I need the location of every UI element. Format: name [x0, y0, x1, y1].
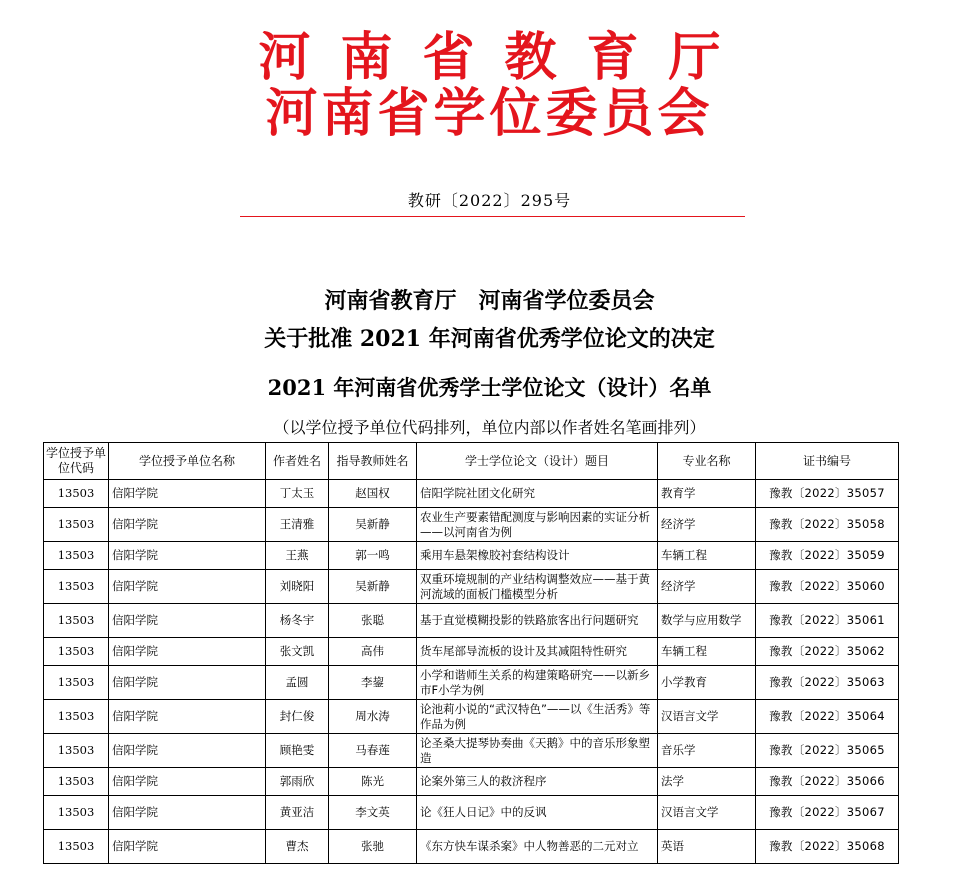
- cell-unit: 信阳学院: [109, 570, 266, 604]
- cell-thesis: 论池莉小说的“武汉特色”——以《生活秀》等作品为例: [417, 700, 658, 734]
- cell-cert: 豫教〔2022〕35067: [756, 796, 899, 830]
- cell-advisor: 张聪: [329, 604, 417, 638]
- cell-code: 13503: [44, 570, 109, 604]
- cell-major: 音乐学: [658, 734, 756, 768]
- cell-author: 曹杰: [266, 830, 329, 864]
- cell-unit: 信阳学院: [109, 700, 266, 734]
- table-row: [44, 830, 899, 864]
- table-row: [44, 638, 899, 666]
- table-row: [44, 542, 899, 570]
- cell-cert: 豫教〔2022〕35058: [756, 508, 899, 542]
- cell-unit: 信阳学院: [109, 508, 266, 542]
- cell-advisor: 张驰: [329, 830, 417, 864]
- cell-code: 13503: [44, 700, 109, 734]
- cell-advisor: 李鋆: [329, 666, 417, 700]
- cell-cert: 豫教〔2022〕35065: [756, 734, 899, 768]
- award-list-table: [43, 442, 899, 864]
- decision-title-line-1: 河南省教育厅 河南省学位委员会: [324, 288, 655, 314]
- cell-unit: 信阳学院: [109, 604, 266, 638]
- cell-unit: 信阳学院: [109, 796, 266, 830]
- cell-code: 13503: [44, 768, 109, 796]
- cell-code: 13503: [44, 796, 109, 830]
- cell-code: 13503: [44, 734, 109, 768]
- decision-title-line-2: 关于批准 2021 年河南省优秀学位论文的决定: [264, 326, 715, 352]
- cell-advisor: 高伟: [329, 638, 417, 666]
- cell-advisor: 马春莲: [329, 734, 417, 768]
- cell-thesis: 基于直觉模糊投影的铁路旅客出行问题研究: [417, 604, 658, 638]
- cell-author: 孟圆: [266, 666, 329, 700]
- cell-unit: 信阳学院: [109, 638, 266, 666]
- table-row: [44, 768, 899, 796]
- cell-code: 13503: [44, 666, 109, 700]
- issuer-line-1: 河南省教育厅: [258, 27, 751, 88]
- cell-author: 张文凯: [266, 638, 329, 666]
- cell-cert: 豫教〔2022〕35066: [756, 768, 899, 796]
- table-row: [44, 700, 899, 734]
- cell-author: 封仁俊: [266, 700, 329, 734]
- cell-unit: 信阳学院: [109, 666, 266, 700]
- cell-thesis: 双重环境规制的产业结构调整效应——基于黄河流域的面板门槛模型分析: [417, 570, 658, 604]
- cell-thesis: 小学和谐师生关系的构建策略研究——以新乡市F小学为例: [417, 666, 658, 700]
- cell-cert: 豫教〔2022〕35060: [756, 570, 899, 604]
- cell-unit: 信阳学院: [109, 768, 266, 796]
- cell-cert: 豫教〔2022〕35068: [756, 830, 899, 864]
- cell-advisor: 吴新静: [329, 570, 417, 604]
- table-row: [44, 480, 899, 508]
- header-code: 学位授予单位代码: [44, 443, 109, 480]
- table-row: [44, 508, 899, 542]
- cell-code: 13503: [44, 830, 109, 864]
- header-divider: [240, 216, 745, 217]
- cell-thesis: 货车尾部导流板的设计及其减阻特性研究: [417, 638, 658, 666]
- cell-code: 13503: [44, 508, 109, 542]
- cell-author: 丁太玉: [266, 480, 329, 508]
- cell-thesis: 《东方快车谋杀案》中人物善恶的二元对立: [417, 830, 658, 864]
- header-author: 作者姓名: [266, 443, 329, 480]
- cell-major: 法学: [658, 768, 756, 796]
- table-row: [44, 604, 899, 638]
- cell-advisor: 吴新静: [329, 508, 417, 542]
- cell-author: 杨冬宇: [266, 604, 329, 638]
- cell-unit: 信阳学院: [109, 830, 266, 864]
- header-unit: 学位授予单位名称: [109, 443, 266, 480]
- table-row: [44, 570, 899, 604]
- cell-thesis: 论圣桑大提琴协奏曲《天鹅》中的音乐形象塑造: [417, 734, 658, 768]
- cell-thesis: 乘用车悬架橡胶衬套结构设计: [417, 542, 658, 570]
- cell-cert: 豫教〔2022〕35062: [756, 638, 899, 666]
- cell-author: 黄亚洁: [266, 796, 329, 830]
- document-number: 教研〔2022〕295号: [407, 191, 572, 210]
- cell-cert: 豫教〔2022〕35059: [756, 542, 899, 570]
- cell-author: 王燕: [266, 542, 329, 570]
- table-row: [44, 666, 899, 700]
- cell-code: 13503: [44, 638, 109, 666]
- cell-author: 王清雅: [266, 508, 329, 542]
- cell-cert: 豫教〔2022〕35061: [756, 604, 899, 638]
- cell-advisor: 陈光: [329, 768, 417, 796]
- cell-code: 13503: [44, 604, 109, 638]
- cell-thesis: 论案外第三人的救济程序: [417, 768, 658, 796]
- cell-major: 汉语言文学: [658, 700, 756, 734]
- cell-major: 车辆工程: [658, 638, 756, 666]
- cell-code: 13503: [44, 480, 109, 508]
- cell-major: 车辆工程: [658, 542, 756, 570]
- cell-cert: 豫教〔2022〕35057: [756, 480, 899, 508]
- list-title: 2021 年河南省优秀学士学位论文（设计）名单: [267, 375, 712, 400]
- table-header-row: [44, 443, 899, 480]
- header-thesis: 学士学位论文（设计）题目: [417, 443, 658, 480]
- cell-code: 13503: [44, 542, 109, 570]
- cell-advisor: 郭一鸣: [329, 542, 417, 570]
- cell-major: 教育学: [658, 480, 756, 508]
- cell-thesis: 论《狂人日记》中的反讽: [417, 796, 658, 830]
- cell-advisor: 李文英: [329, 796, 417, 830]
- cell-author: 郭雨欣: [266, 768, 329, 796]
- list-note: （以学位授予单位代码排列，单位内部以作者姓名笔画排列）: [273, 418, 706, 437]
- cell-author: 刘晓阳: [266, 570, 329, 604]
- cell-major: 经济学: [658, 570, 756, 604]
- cell-cert: 豫教〔2022〕35063: [756, 666, 899, 700]
- header-cert: 证书编号: [756, 443, 899, 480]
- cell-major: 小学教育: [658, 666, 756, 700]
- table-row: [44, 796, 899, 830]
- header-major: 专业名称: [658, 443, 756, 480]
- table-row: [44, 734, 899, 768]
- cell-author: 顾艳雯: [266, 734, 329, 768]
- issuer-line-2: 河南省学位委员会: [265, 83, 714, 144]
- cell-unit: 信阳学院: [109, 480, 266, 508]
- cell-major: 汉语言文学: [658, 796, 756, 830]
- header-advisor: 指导教师姓名: [329, 443, 417, 480]
- cell-unit: 信阳学院: [109, 542, 266, 570]
- cell-major: 经济学: [658, 508, 756, 542]
- cell-major: 数学与应用数学: [658, 604, 756, 638]
- cell-thesis: 农业生产要素错配测度与影响因素的实证分析——以河南省为例: [417, 508, 658, 542]
- cell-cert: 豫教〔2022〕35064: [756, 700, 899, 734]
- cell-major: 英语: [658, 830, 756, 864]
- cell-unit: 信阳学院: [109, 734, 266, 768]
- cell-advisor: 赵国权: [329, 480, 417, 508]
- cell-advisor: 周水涛: [329, 700, 417, 734]
- cell-thesis: 信阳学院社团文化研究: [417, 480, 658, 508]
